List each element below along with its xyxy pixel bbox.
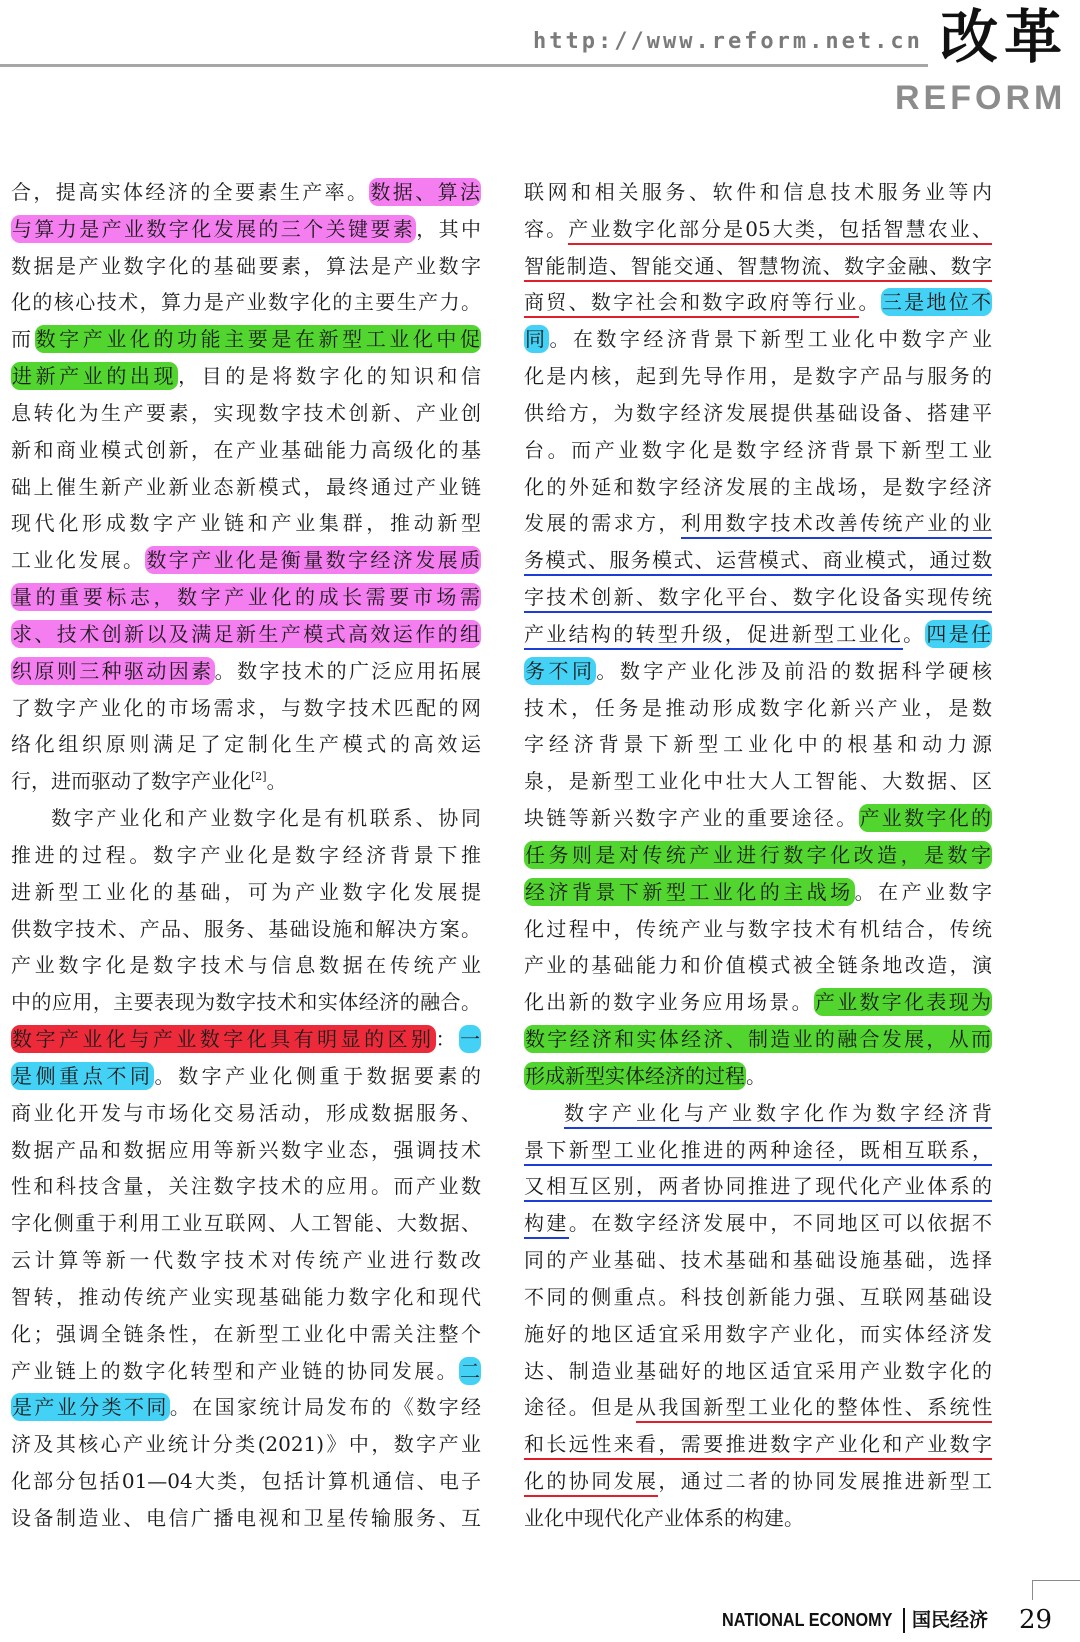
left-column-line [11, 284, 481, 321]
left-column-line [11, 1500, 481, 1537]
right-column-line [524, 1316, 992, 1353]
left-column-line [11, 616, 481, 653]
left-column-line [11, 542, 481, 579]
left-column-line [11, 1168, 481, 1205]
text-run: 智转，推动传统产业实现基础能力数字化和现代 [11, 1284, 481, 1309]
text-run: 。在数字经济背景下新型工业化中数字产业 [549, 327, 993, 352]
left-column-line [11, 211, 481, 248]
left-column-line [11, 1353, 481, 1390]
text-run: 化出新的数字业务应用场景。 [524, 990, 814, 1015]
green-highlight-run: 经济背景下新型工业化的主战场 [525, 879, 854, 904]
text-run: 技术，任务是推动形成数字化新兴产业，是数 [524, 695, 992, 720]
journal-url: http://www.reform.net.cn [533, 29, 923, 54]
red-highlight-run: 数字产业化与产业数字化具有明显的区别 [12, 1027, 435, 1052]
section-name-english: NATIONAL ECONOMY [722, 1610, 893, 1630]
left-column-line [11, 1021, 481, 1058]
right-column-line [524, 1500, 992, 1537]
blue-underline-run: 产业结构的转型升级，促进新型工业化 [524, 622, 903, 650]
text-run: 。在国家统计局发布的《数字经 [169, 1395, 482, 1420]
right-column-line [524, 653, 992, 690]
text-run: 息转化为生产要素，实现数字技术创新、产业创 [11, 400, 481, 425]
text-run: 产业链上的数字化转型和产业链的协同发展。 [11, 1358, 459, 1383]
text-run: 泉，是新型工业化中壮大人工智能、大数据、区 [524, 769, 992, 794]
journal-logo-chinese: 改革 [940, 3, 1069, 71]
text-run: 合，提高实体经济的全要素生产率。 [11, 180, 370, 204]
left-column-line [11, 763, 481, 800]
right-column-line [524, 248, 992, 285]
left-column-line [11, 432, 481, 469]
text-run: 途径。但是 [524, 1395, 636, 1420]
text-run: 络化组织原则满足了定制化生产模式的高效运 [11, 732, 481, 757]
red-underline-run: 智能制造、智能交通、智慧物流、数字金融、数字 [524, 254, 992, 282]
left-column-line [11, 1095, 481, 1132]
right-column-line [524, 1021, 992, 1058]
text-run: 。在数字经济发展中，不同地区可以依据不 [568, 1211, 993, 1236]
left-column-line [11, 1316, 481, 1353]
citation-mark: [2] [251, 770, 267, 784]
right-column-line [524, 321, 992, 358]
left-column-line [11, 395, 481, 432]
cyan-highlight-run: 是侧重点不同 [12, 1063, 154, 1088]
pink-highlight-run: 数据、算法 [370, 180, 481, 204]
left-column-line [11, 726, 481, 763]
left-column-line [11, 1389, 481, 1426]
text-run: 新和商业模式创新，在产业基础能力高级化的基 [11, 437, 481, 462]
left-column-line [11, 505, 481, 542]
right-column-line [524, 579, 992, 616]
text-run: 数据产品和数据应用等新兴数字业态，强调技术 [11, 1137, 481, 1162]
text-run: 达、制造业基础好的地区适宜采用产业数字化的 [524, 1358, 992, 1383]
pink-highlight-run: 与算力是产业数字化发展的三个关键要素 [12, 216, 416, 241]
text-run: 性和科技含量，关注数字技术的应用。而产业数 [11, 1174, 481, 1199]
corner-rule-vertical [1032, 1580, 1033, 1600]
green-highlight-run: 形成新型实体经济的过程 [525, 1063, 745, 1088]
text-run: 化过程中，传统产业与数字技术有机结合，传统 [524, 916, 992, 941]
red-underline-run: 商贸、数字社会和数字政府等行业 [524, 290, 859, 318]
text-run: 供给方，为数字经济发展提供基础设备、搭建平 [524, 400, 992, 425]
cyan-highlight-run: 同 [525, 327, 549, 352]
right-column-line [524, 469, 992, 506]
text-run: 了数字产业化的市场需求，与数字技术匹配的网 [11, 695, 481, 720]
blue-underline-run: 构建 [524, 1211, 569, 1239]
text-run: ： [435, 1027, 460, 1052]
section-name-chinese: 国民经济 [912, 1609, 989, 1631]
text-run: 化的核心技术，算力是产业数字化的主要生产力。 [11, 290, 481, 315]
left-column [11, 174, 481, 1537]
text-run: 而 [11, 327, 35, 352]
left-column-line [11, 579, 481, 616]
text-run: 中的应用，主要表现为数字技术和实体经济的融合。 [11, 990, 481, 1015]
text-run: 化的外延和数字经济发展的主战场，是数字经济 [524, 474, 992, 499]
right-column-line [524, 947, 992, 984]
right-column-line [524, 505, 992, 542]
footer-divider [903, 1608, 905, 1633]
left-column-line [11, 1463, 481, 1500]
blue-underline-run: 字技术创新、数字化平台、数字化设备实现传统 [524, 585, 992, 613]
right-column-line [524, 690, 992, 727]
right-column-line [524, 763, 992, 800]
text-run: 工业化发展。 [11, 548, 146, 573]
right-column-line [524, 211, 992, 248]
green-highlight-run: 产业数字化表现为 [814, 990, 992, 1015]
cyan-highlight-run: 务不同 [525, 658, 596, 683]
text-run: 化是内核，起到先导作用，是数字产品与服务的 [524, 364, 992, 389]
cyan-highlight-run: 二 [460, 1358, 480, 1383]
text-run: 。数字产业化侧重于数据要素的 [154, 1063, 482, 1088]
right-column-line [524, 1463, 992, 1500]
right-column-line [524, 284, 992, 321]
text-run: 推进的过程。数字产业化是数字经济背景下推 [11, 842, 481, 867]
text-run: 。 [903, 621, 926, 646]
right-column-line [524, 1132, 992, 1169]
text-run: 。数字技术的广泛应用拓展 [214, 658, 482, 683]
blue-underline-run: 数字产业化与产业数字化作为数字经济背 [564, 1101, 992, 1129]
page-number: 29 [1019, 1605, 1053, 1635]
green-highlight-run: 数字产业化的功能主要是在新型工业化中促 [35, 327, 481, 352]
right-column-line [524, 1095, 992, 1132]
corner-rule-horizontal [1032, 1580, 1080, 1581]
pink-highlight-run: 数字产业化是衡量数字经济发展质 [146, 548, 481, 573]
left-column-line [11, 984, 481, 1021]
left-column-line [11, 174, 481, 211]
green-highlight-run: 任务则是对传统产业进行数字化改造，是数字 [525, 842, 991, 867]
text-run: 。在产业数字 [854, 879, 993, 904]
left-column-line [11, 1058, 481, 1095]
text-run: 。 [266, 769, 287, 794]
text-run: 化部分包括01—04大类，包括计算机通信、电子 [11, 1468, 481, 1493]
green-highlight-run: 产业数字化的 [859, 806, 992, 831]
red-underline-run: 和长远性来看，需要推进数字产业化和产业数字 [524, 1432, 992, 1460]
left-column-line [11, 1426, 481, 1463]
header-rule [0, 64, 928, 67]
left-column-line [11, 1132, 481, 1169]
right-column-line [524, 616, 992, 653]
right-column-line [524, 395, 992, 432]
right-column-line [524, 1353, 992, 1390]
right-column-line [524, 174, 992, 211]
text-run: 进新型工业化的基础，可为产业数字化发展提 [11, 879, 481, 904]
text-run: 设备制造业、电信广播电视和卫星传输服务、互 [11, 1505, 481, 1530]
blue-underline-run: 又相互区别，两者协同推进了现代化产业体系的 [524, 1174, 992, 1202]
text-run: 台。而产业数字化是数字经济背景下新型工业 [524, 437, 992, 462]
right-column-line [524, 726, 992, 763]
right-column-line [524, 911, 992, 948]
text-run: 行，进而驱动了数字产业化 [11, 769, 251, 794]
left-column-line [11, 321, 481, 358]
pink-highlight-run: 量的重要标志，数字产业化的成长需要市场需 [12, 585, 480, 610]
right-column-line [524, 800, 992, 837]
green-highlight-run: 进新产业的出现 [12, 364, 178, 389]
left-column-line [11, 469, 481, 506]
left-column-line [11, 874, 481, 911]
text-run: 数据是产业数字化的基础要素，算法是产业数字 [11, 253, 481, 278]
left-column-line [11, 690, 481, 727]
right-column-line [524, 874, 992, 911]
text-run: 础上催生新产业新业态新模式，最终通过产业链 [11, 474, 481, 499]
green-highlight-run: 数字经济和实体经济、制造业的融合发展，从而 [525, 1027, 991, 1052]
blue-underline-run: 利用数字技术改善传统产业的业 [681, 511, 992, 539]
right-column-line [524, 1168, 992, 1205]
blue-underline-run: 景下新型工业化推进的两种途径，既相互联系， [524, 1138, 992, 1166]
text-run: 。 [858, 290, 881, 315]
text-run: 化；强调全链条性，在新型工业化中需关注整个 [11, 1321, 481, 1346]
right-column-line [524, 1426, 992, 1463]
left-column-line [11, 653, 481, 690]
red-underline-run: 从我国新型工业化的整体性、系统性 [636, 1395, 992, 1423]
red-underline-run: 化的协同发展 [524, 1469, 658, 1497]
right-column-line [524, 542, 992, 579]
text-run: 字化侧重于利用工业互联网、人工智能、大数据、 [11, 1211, 481, 1236]
right-column-line [524, 1279, 992, 1316]
cyan-highlight-run: 三是地位不 [881, 290, 992, 315]
text-run: 现代化形成数字产业链和产业集群，推动新型 [11, 511, 481, 536]
red-underline-run: 产业数字化部分是05大类，包括智慧农业、 [568, 217, 992, 245]
left-column-line [11, 1242, 481, 1279]
text-run: 数字产业化和产业数字化是有机联系、协同 [51, 806, 481, 831]
text-run: ，通过二者的协同发展推进新型工 [658, 1468, 993, 1493]
text-run: 联网和相关服务、软件和信息技术服务业等内 [524, 180, 992, 204]
text-run: 不同的侧重点。科技创新能力强、互联网基础设 [524, 1284, 992, 1309]
text-run: 商业化开发与市场化交易活动，形成数据服务、 [11, 1100, 481, 1125]
text-run: ，目的是将数字化的知识和信 [178, 364, 482, 389]
text-run: 同的产业基础、技术基础和基础设施基础，选择 [524, 1248, 992, 1273]
text-run: 业化中现代化产业体系的构建。 [524, 1505, 804, 1530]
text-run: ，其中 [416, 216, 482, 241]
right-column-line [524, 1389, 992, 1426]
pink-highlight-run: 织原则三种驱动因素 [12, 658, 214, 683]
blue-underline-run: 务模式、服务模式、运营模式、商业模式，通过数 [524, 548, 992, 576]
left-column-line [11, 358, 481, 395]
cyan-highlight-run: 一 [460, 1027, 481, 1052]
text-run: 产业数字化是数字技术与信息数据在传统产业 [11, 953, 481, 978]
left-column-line [11, 837, 481, 874]
left-column-line [11, 248, 481, 285]
right-column-line [524, 358, 992, 395]
text-run: 供数字技术、产品、服务、基础设施和解决方案。 [11, 916, 481, 941]
pink-highlight-run: 求、技术创新以及满足新生产模式高效运作的组 [12, 621, 480, 646]
cyan-highlight-run: 四是任 [926, 621, 992, 646]
right-column-line [524, 1058, 992, 1095]
text-run: 。 [746, 1063, 766, 1088]
right-column-line [524, 837, 992, 874]
text-run: 字经济背景下新型工业化中的根基和动力源 [524, 732, 992, 757]
text-run: 。数字产业化涉及前沿的数据科学硬核 [596, 658, 993, 683]
right-column-line [524, 1205, 992, 1242]
cyan-highlight-run: 是产业分类不同 [12, 1395, 169, 1420]
text-run: 施好的地区适宜采用数字产业化，而实体经济发 [524, 1321, 992, 1346]
left-column-line [11, 800, 481, 837]
text-run: 容。 [524, 216, 569, 241]
right-column-line [524, 984, 992, 1021]
left-column-line [11, 911, 481, 948]
text-run: 济及其核心产业统计分类(2021)》中，数字产业 [11, 1432, 481, 1457]
text-run: 块链等新兴数字产业的重要途径。 [524, 806, 859, 831]
right-column [524, 174, 992, 1537]
text-run: 发展的需求方， [524, 511, 681, 536]
text-run: 云计算等新一代数字技术对传统产业进行数改 [11, 1248, 481, 1273]
left-column-line [11, 1205, 481, 1242]
right-column-line [524, 1242, 992, 1279]
left-column-line [11, 947, 481, 984]
left-column-line [11, 1279, 481, 1316]
right-column-line [524, 432, 992, 469]
journal-logo-english: REFORM [895, 79, 1067, 117]
text-run: 产业的基础能力和价值模式被全链条地改造，演 [524, 953, 992, 978]
